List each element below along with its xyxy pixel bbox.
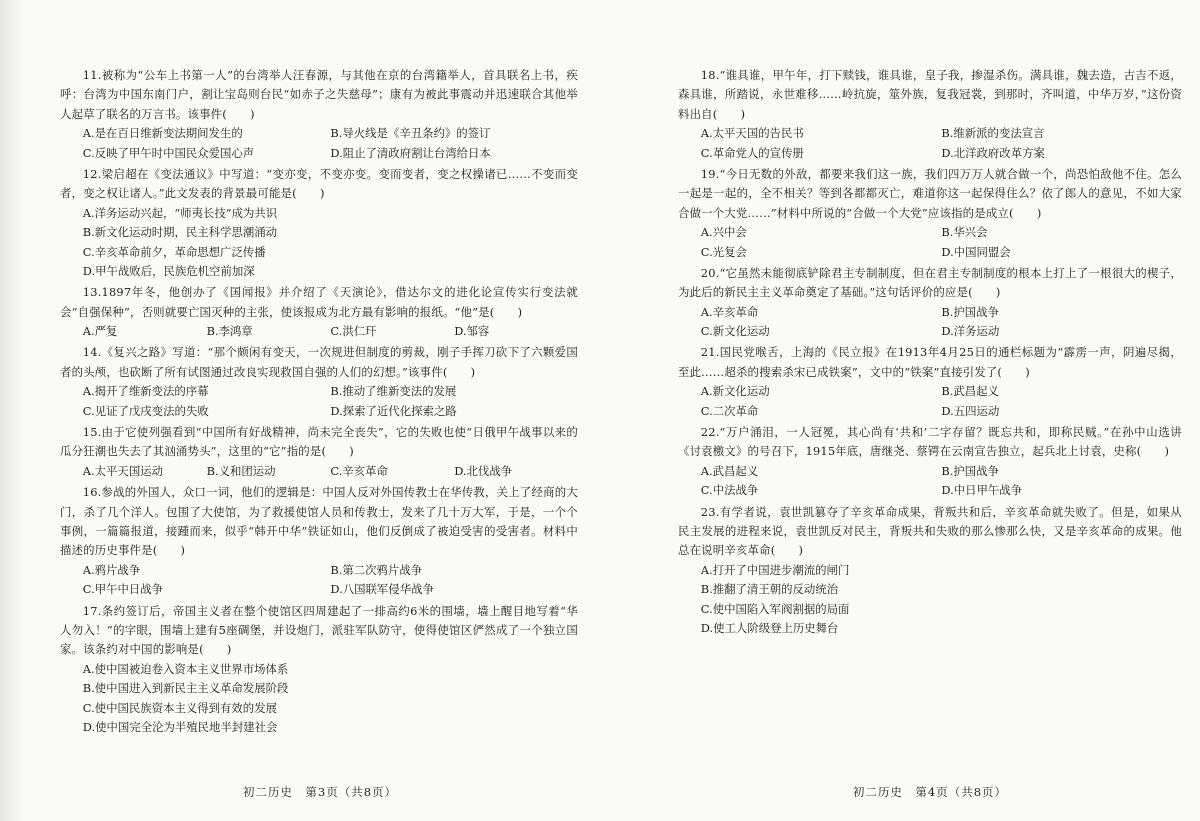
option-d: D.邹容 [454,324,490,339]
question-stem: 13.1897年冬，他创办了《国闻报》并介绍了《天演论》，借达尔文的进化论宣传实行变法就会“自强保种”，否则就要亡国灭种的主张，使该报成为北方最有影响的报纸。“他”是( ) [60,285,578,319]
question-22 [678,423,1182,501]
option-c: C.使中国民族资本主义得到有效的发展 [82,700,277,715]
option-a: A.鸦片战争 [82,562,141,577]
option-b: B.护国战争 [941,463,999,478]
question-13 [60,283,578,341]
question-stem: 17.条约签订后，帝国主义者在整个使馆区四周建起了一排高约6米的围墙，墙上醒目地写着“华人勿入！”的字眼，围墙上建有5座碉堡，并设炮门，派驻军队防守，使得使馆区俨然成了一个独立国家。该条约对中国的影响是( ) [60,603,578,657]
option-d: D.中日甲午战争 [941,483,1023,498]
question-18 [678,66,1182,163]
option-b: B.第二次鸦片战争 [330,562,423,577]
question-stem: 15.由于它使列强看到“中国所有好战精神，尚未完全丧失”，它的失败也使“日俄甲午战事以来的瓜分狂潮也失去了其汹涌势头”，这里的“它”指的是( ) [60,425,578,459]
question-20 [678,264,1182,342]
option-d: D.五四运动 [941,403,1000,418]
option-b: B.使中国进入到新民主主义革命发展阶段 [82,681,289,696]
option-b: B.推翻了清王朝的反动统治 [700,582,839,597]
option-b: B.维新派的变法宣言 [941,126,1045,141]
option-a: A.洋务运动兴起，“师夷长技”成为共识 [82,205,278,220]
option-c: C.反映了甲午时中国民众爱国心声 [82,145,255,160]
option-b: B.护国战争 [941,304,999,319]
exam-page-4 [600,0,1200,821]
option-d: D.中国同盟会 [941,244,1011,259]
option-a: A.打开了中国进步潮流的闸门 [700,562,850,577]
page-footer: 初二历史 第4页（共8页） [852,785,1008,800]
question-stem: 11.被称为“公车上书第一人”的台湾举人汪春源，与其他在京的台湾籍举人，首具联名上书，疾呼：台湾为中国东南门户，割让宝岛则台民“如赤子之失慈母”；康有为被此事震动并迅速联合其他举人起草了联名的万言书。该事件( ) [60,68,578,121]
option-c: C.革命党人的宣传册 [700,145,804,160]
question-14 [60,343,578,421]
option-c: C.新文化运动 [700,324,770,339]
option-d: D.甲午战败后，民族危机空前加深 [82,263,255,278]
option-a: A.兴中会 [700,225,747,240]
question-19 [678,165,1182,262]
option-d: D.使中国完全沦为半殖民地半封建社会 [82,719,278,734]
question-stem: 12.梁启超在《变法通议》中写道：“变亦变，不变亦变。变而变者，变之权操诸已……不变而变者，变之权让诸人。”此文发表的背景最可能是( ) [60,166,578,201]
question-stem: 18.“谁具谁，甲午年，打下赎钱，谁具谁，皇子我，掺湿杀伤。满具谁，魏去造，古吉不返，森具谁，所踏说，永世难移……岭抗旋，筮外族，复我冠裳，到那时，齐叫道，中华万岁，”这份资料出自( ) [678,68,1182,121]
question-stem: 23.有学者说，袁世凯篡夺了辛亥革命成果，背叛共和后，辛亥革命就失败了。但是，如果从民主发展的进程来说，袁世凯反对民主，背叛共和失败的那么惨那么快，又是辛亥革命的成果。他总在说明辛亥革命( ) [678,504,1182,558]
option-c: C.使中国陷入军阀割据的局面 [700,601,850,616]
option-a: A.太平天国运动 [82,463,163,478]
question-17 [60,602,578,738]
question-stem: 19.“今日无数的外敌，都要来我们这一族，我们四万万人就合做一个，尚恐怕敌他不住。怎么一起是一起的，全不相关？等到各都都灭亡，难道你这一起保得住么？依了郎人的意见，不如大家合做一个大党……”材料中所说的“合做一个大党”应该指的是成立( ) [678,166,1182,220]
question-12 [60,165,578,281]
option-c: C.二次革命 [700,403,759,418]
question-23 [678,503,1182,639]
option-d: D.探索了近代化探索之路 [330,403,457,418]
option-d: D.北洋政府改革方案 [941,145,1045,160]
option-a: A.严复 [82,324,118,339]
option-d: D.洋务运动 [941,324,1000,339]
option-c: C.辛亥革命 [330,463,388,478]
option-b: B.武昌起义 [941,384,999,399]
question-21 [678,343,1182,421]
option-a: A.辛亥革命 [700,304,759,319]
option-c: C.洪仁玕 [330,324,377,339]
option-a: A.是在百日维新变法期间发生的 [82,126,243,141]
option-b: B.导火线是《辛丑条约》的签订 [330,126,491,141]
question-15 [60,423,578,481]
question-stem: 14.《复兴之路》写道：“那个颇闲有变天，一次规进但制度的剪裁，刚子手挥刀砍下了六颗爱国者的头颅，也砍断了所有试图通过改良实现救国自强的人们的幻想。”该事件( ) [60,345,578,379]
question-stem: 22.“万户涌泪，一人冠冕，其心尚有‘共和’二字存留？既忘共和，即称民贼。”在孙中山选讲《讨袁檄文》的号召下，1915年底，唐继尧、蔡锷在云南宣告独立，起兵北上讨袁，史称( ) [678,425,1182,459]
option-a: A.武昌起义 [700,463,759,478]
option-a: A.揭开了维新变法的序幕 [82,384,209,399]
option-b: B.义和团运动 [206,463,276,478]
question-16 [60,483,578,599]
option-c: C.甲午中日战争 [82,582,164,597]
option-b: B.新文化运动时期，民主科学思潮涌动 [82,225,278,240]
option-a: A.使中国被迫卷入资本主义世界市场体系 [82,661,289,676]
option-c: C.辛亥革命前夕，革命思想广泛传播 [82,244,266,259]
option-b: B.推动了维新变法的发展 [330,384,457,399]
option-b: B.李鸿章 [206,324,253,339]
option-c: C.光复会 [700,244,747,259]
question-stem: 16.参战的外国人，众口一词，他们的逻辑是：中国人反对外国传教士在华传教，关上了经商的大门，杀了几个洋人。包围了大使馆，为了救援使馆人员和传教士，发来了几十万大军，于是，一个个事例，一篇篇报道，接踵而来，似乎“韩开中华”铁证如山，他们反倒成了被迫受害的受害者。材料中描述的历史事件是( ) [60,485,578,558]
option-a: A.新文化运动 [700,384,770,399]
option-d: D.使工人阶级登上历史舞台 [700,620,839,635]
option-d: D.八国联军侵华战争 [330,582,434,597]
page-footer: 初二历史 第3页（共8页） [242,785,398,800]
question-stem: 21.国民党喉舌，上海的《民立报》在1913年4月25日的通栏标题为“霹雳一声，阴遍尽揭，至此……超杀的搜索杀宋已成铁案”，文中的“铁案”直接引发了( ) [678,345,1182,379]
question-stem: 20.“它虽然未能彻底铲除君主专制制度，但在君主专制制度的根本上打上了一根很大的楔子，为此后的新民主主义革命奠定了基础。”这句话评价的应是( ) [678,265,1182,300]
option-d: D.阻止了清政府割让台湾给日本 [330,145,491,160]
option-b: B.华兴会 [941,225,988,240]
option-a: A.太平天国的告民书 [700,126,804,141]
option-c: C.见证了戊戌变法的失败 [82,403,209,418]
option-c: C.中法战争 [700,483,759,498]
option-d: D.北伐战争 [454,463,513,478]
question-11 [60,66,578,163]
